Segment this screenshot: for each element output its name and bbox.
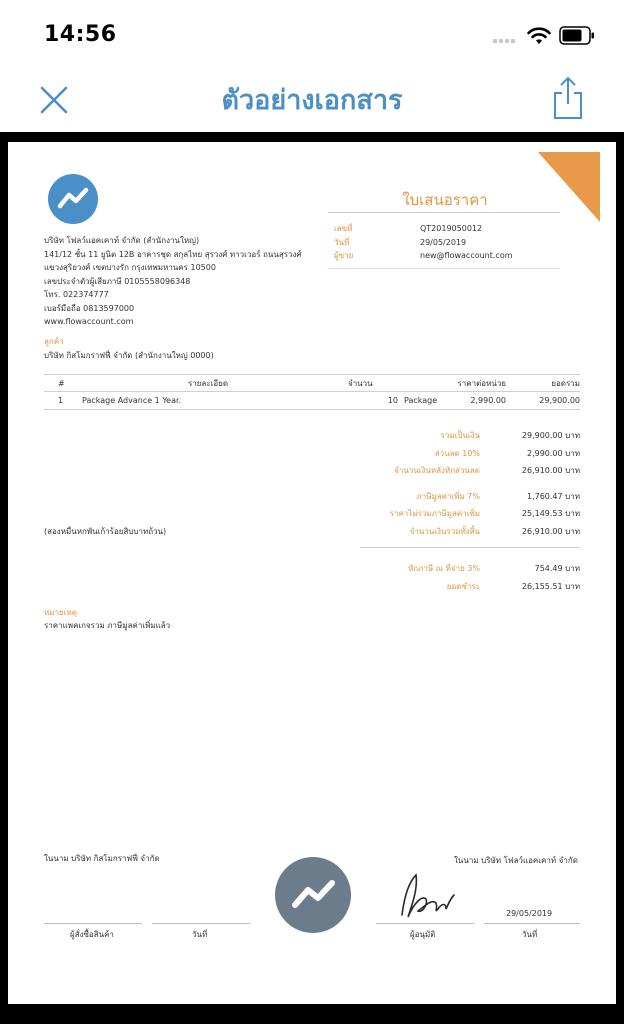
signature-line <box>152 923 250 924</box>
summary-value: 1,760.47 บาท <box>526 491 580 501</box>
date-label-left: วันที่ <box>192 930 208 939</box>
summary-value: 26,155.51 บาท <box>521 581 580 591</box>
summary-label: หักภาษี ณ ที่จ่าย 3% <box>407 564 480 574</box>
meta-label: วันที่ <box>334 237 350 247</box>
customer-label: ลูกค้า <box>44 337 64 346</box>
seller-website: www.flowaccount.com <box>44 317 134 326</box>
signature-icon <box>396 869 460 923</box>
meta-label: ผู้ขาย <box>334 251 354 260</box>
seller-info <box>44 234 301 329</box>
summary-value: 29,900.00 บาท <box>521 431 580 441</box>
summary-row-payable <box>338 578 580 596</box>
summary-row-subtotal <box>338 427 580 445</box>
summary-value: 754.49 บาท <box>534 564 580 574</box>
row-unit: Package <box>404 396 438 405</box>
summary-label: ส่วนลด 10% <box>434 448 480 458</box>
summary-label: จำนวนเงินรวมทั้งสิ้น <box>409 526 480 536</box>
summary-label: ภาษีมูลค่าเพิ่ม 7% <box>416 491 480 501</box>
document-meta <box>334 222 513 263</box>
seller-company-sign: ในนาม บริษัท โฟลว์แอคเคาท์ จำกัด <box>454 856 578 865</box>
meta-row <box>334 249 513 263</box>
row-no: 1 <box>58 396 64 405</box>
summary-label: รวมเป็นเงิน <box>440 431 480 441</box>
summary-row-discount <box>338 445 580 463</box>
divider <box>328 268 560 269</box>
seller-mobile: เบอร์มือถือ 0813597000 <box>44 303 135 313</box>
header-qty: จำนวน <box>348 378 373 388</box>
divider <box>360 547 580 548</box>
amount-in-words: (สองหมื่นหกพันเก้าร้อยสิบบาทถ้วน) <box>44 527 167 536</box>
meta-value: QT2019050012 <box>420 224 483 233</box>
summary-label: ราคาไม่รวมภาษีมูลค่าเพิ่ม <box>389 509 480 519</box>
document-title: ใบเสนอราคา <box>402 191 488 209</box>
totals-summary <box>338 427 580 595</box>
seller-phone: โทร. 022374777 <box>44 290 109 299</box>
customer-name: บริษัท กิสโมกราฟฟี่ จำกัด (สำนักงานใหญ่ 0000) <box>44 351 214 360</box>
status-time: 14:56 <box>44 22 117 47</box>
company-logo-icon <box>48 174 98 224</box>
buyer-label: ผู้สั่งซื้อสินค้า <box>70 930 114 939</box>
date-label-right: วันที่ <box>522 930 538 939</box>
summary-row-withholding <box>338 560 580 578</box>
summary-row-pre-vat <box>338 505 580 523</box>
row-total: 29,900.00 <box>539 396 580 405</box>
meta-value: new@flowaccount.com <box>420 251 513 260</box>
meta-value: 29/05/2019 <box>420 237 467 247</box>
divider <box>328 212 560 213</box>
seller-name: บริษัท โฟลว์แอคเคาท์ จำกัด (สำนักงานใหญ่) <box>44 236 200 245</box>
summary-row-after-discount <box>338 462 580 480</box>
items-table <box>44 374 580 410</box>
nav-bar <box>0 70 624 130</box>
share-icon[interactable] <box>552 76 584 120</box>
approver-label: ผู้อนุมัติ <box>410 930 436 939</box>
meta-row <box>334 222 513 236</box>
header-no: # <box>58 378 65 388</box>
page-title: ตัวอย่างเอกสาร <box>221 85 403 116</box>
seller-tax-id: เลขประจำตัวผู้เสียภาษี 0105558096348 <box>44 276 191 286</box>
table-row <box>44 392 580 410</box>
header-desc: รายละเอียด <box>187 378 229 388</box>
meta-label: เลขที่ <box>334 224 353 233</box>
summary-value: 26,910.00 บาท <box>521 466 580 476</box>
notes-text: ราคาแพคเกจรวม ภาษีมูลค่าเพิ่มแล้ว <box>44 621 171 630</box>
signature-line <box>44 923 142 924</box>
summary-row-vat <box>338 488 580 506</box>
summary-label: จำนวนเงินหลังหักส่วนลด <box>394 466 480 476</box>
summary-value: 2,990.00 บาท <box>526 448 580 458</box>
cellular-signal-icon <box>493 39 515 43</box>
summary-value: 25,149.53 บาท <box>521 509 580 519</box>
customer-company-sign: ในนาม บริษัท กิสโมกราฟฟี่ จำกัด <box>44 854 160 863</box>
document-preview[interactable] <box>8 142 616 1004</box>
seller-address-1: 141/12 ชั้น 11 ยูนิต 12B อาคารชุด สกุลไทย สุรวงศ์ ทาวเวอร์ ถนนสุรวงศ์ <box>44 249 302 259</box>
summary-value: 26,910.00 บาท <box>521 526 580 536</box>
header-price: ราคาต่อหน่วย <box>457 378 506 388</box>
notes-label: หมายเหตุ <box>44 608 77 617</box>
company-stamp-icon <box>275 857 351 933</box>
row-price: 2,990.00 <box>470 396 506 405</box>
header-total: ยอดรวม <box>551 378 580 388</box>
row-qty: 10 <box>387 396 398 405</box>
status-bar <box>0 0 624 70</box>
summary-label: ยอดชำระ <box>446 581 480 591</box>
signature-line <box>484 923 580 924</box>
meta-row <box>334 236 513 250</box>
row-desc: Package Advance 1 Year. <box>82 396 182 405</box>
approved-date: 29/05/2019 <box>506 909 553 918</box>
seller-address-2: แขวงสุริยวงศ์ เขตบางรัก กรุงเทพมหานคร 10500 <box>44 263 216 272</box>
battery-icon <box>559 26 595 45</box>
summary-row-grand-total <box>338 523 580 541</box>
wifi-icon <box>526 26 552 46</box>
table-header <box>44 374 580 392</box>
signature-line <box>376 923 474 924</box>
